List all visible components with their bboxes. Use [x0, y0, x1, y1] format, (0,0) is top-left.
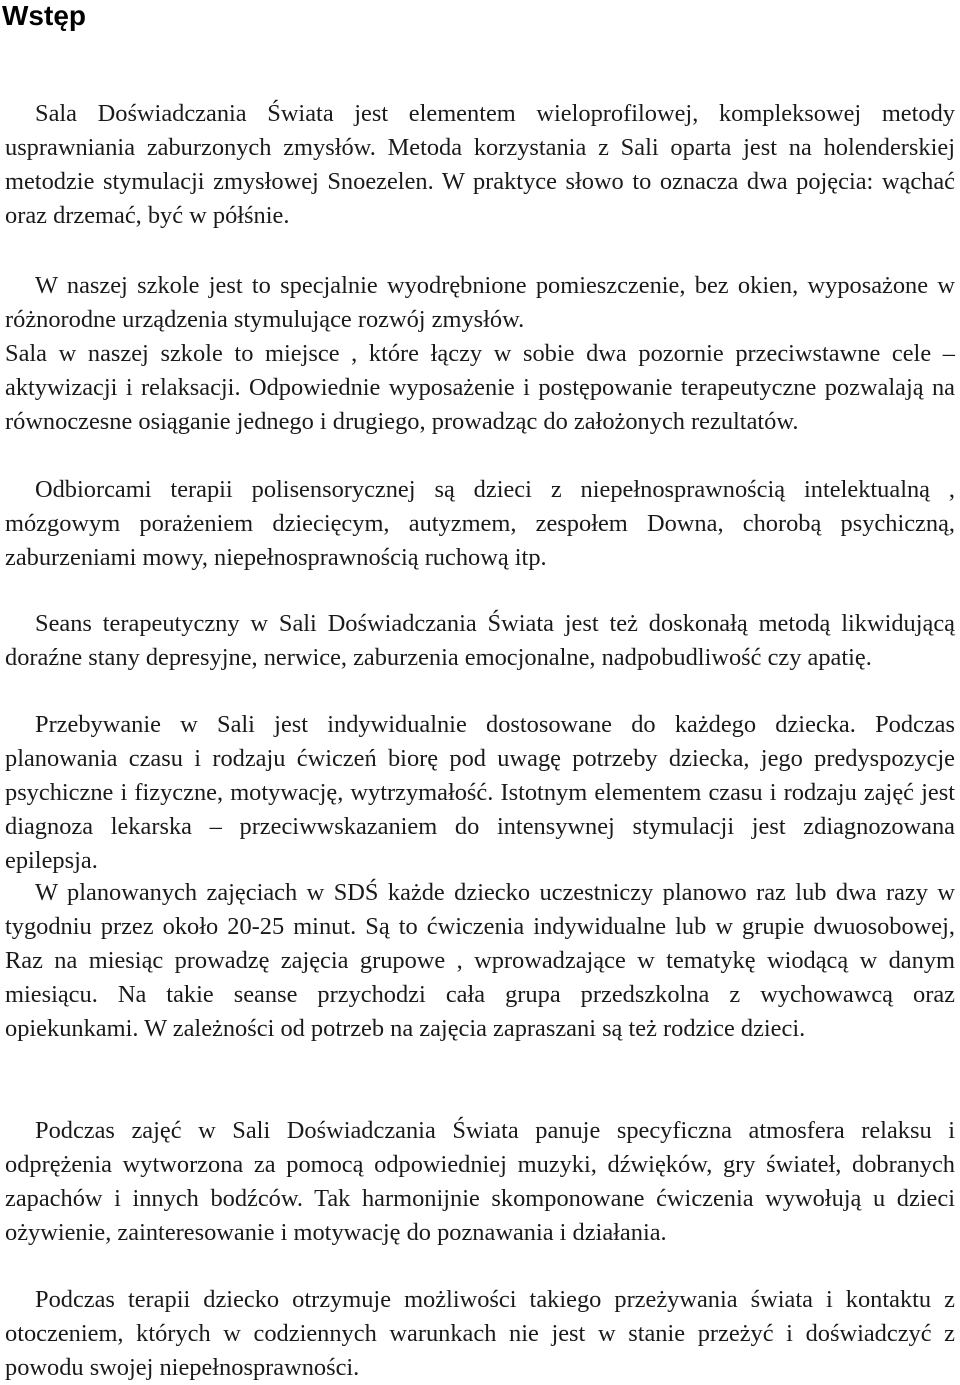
paragraph-goals: Sala w naszej szkole to miejsce , które łączy w sobie dwa pozornie przeciwstawne cele – aktywizacji i relaksacji. Odpowiednie wyposażenie i postępowanie terapeutyczne pozwalają na równoczesne osiąganie jednego i drugiego, prowadząc do założonych rezultatów.	[5, 340, 955, 435]
paragraph-schedule: W planowanych zajęciach w SDŚ każde dziecko uczestniczy planowo raz lub dwa razy w tygodniu przez około 20-25 minut. Są to ćwiczenia indywidualne lub w grupie dwuosobowej, Raz na miesiąc prowadzę zajęcia grupowe , wprowadzające w tematykę wiodącą w danym miesiącu. Na takie seanse przychodzi cała grupa przedszkolna z wychowawcą oraz opiekunkami. W zależności od potrzeb na zajęcia zapraszani są też rodzice dzieci.	[5, 879, 955, 1042]
paragraph-recipients: Odbiorcami terapii polisensorycznej są dzieci z niepełnosprawnością intelektualną , mózgowym porażeniem dziecięcym, autyzmem, zespołem Downa, chorobą psychiczną, zaburzeniami mowy, niepełnosprawnością ruchową itp.	[5, 476, 955, 571]
paragraph-room: W naszej szkole jest to specjalnie wyodrębnione pomieszczenie, bez okien, wyposażone w różnorodne urządzenia stymulujące rozwój zmysłów.	[5, 272, 955, 333]
paragraph-session: Seans terapeutyczny w Sali Doświadczania Świata jest też doskonałą metodą likwidującą doraźne stany depresyjne, nerwice, zaburzenia emocjonalne, nadpobudliwość czy apatię.	[5, 610, 955, 671]
paragraph-individual: Przebywanie w Sali jest indywidualnie dostosowane do każdego dziecka. Podczas planowania czasu i rodzaju ćwiczeń biorę pod uwagę potrzeby dziecka, jego predyspozycje psychiczne i fizyczne, motywację, wytrzymałość. Istotnym elementem czasu i rodzaju zajęć jest diagnoza lekarska – przeciwwskazaniem do intensywnej stymulacji jest zdiagnozowana epilepsja.	[5, 711, 955, 874]
paragraph-experience: Podczas terapii dziecko otrzymuje możliwości takiego przeżywania świata i kontaktu z otoczeniem, których w codziennych warunkach nie jest w stanie przeżyć i doświadczyć z powodu swojej niepełnosprawności.	[5, 1286, 955, 1381]
paragraph-atmosphere: Podczas zajęć w Sali Doświadczania Świata panuje specyficzna atmosfera relaksu i odprężenia wytworzona za pomocą odpowiedniej muzyki, dźwięków, gry świateł, dobranych zapachów i innych bodźców. Tak harmonijnie skomponowane ćwiczenia wywołują u dzieci ożywienie, zainteresowanie i motywację do poznawania i działania.	[5, 1117, 955, 1246]
paragraph-intro: Sala Doświadczania Świata jest elementem wieloprofilowej, kompleksowej metody usprawniania zaburzonych zmysłów. Metoda korzystania z Sali oparta jest na holenderskiej metodzie stymulacji zmysłowej Snoezelen. W praktyce słowo to oznacza dwa pojęcia: wąchać oraz drzemać, być w półśnie.	[5, 100, 955, 229]
page-title: Wstęp	[2, 0, 86, 31]
